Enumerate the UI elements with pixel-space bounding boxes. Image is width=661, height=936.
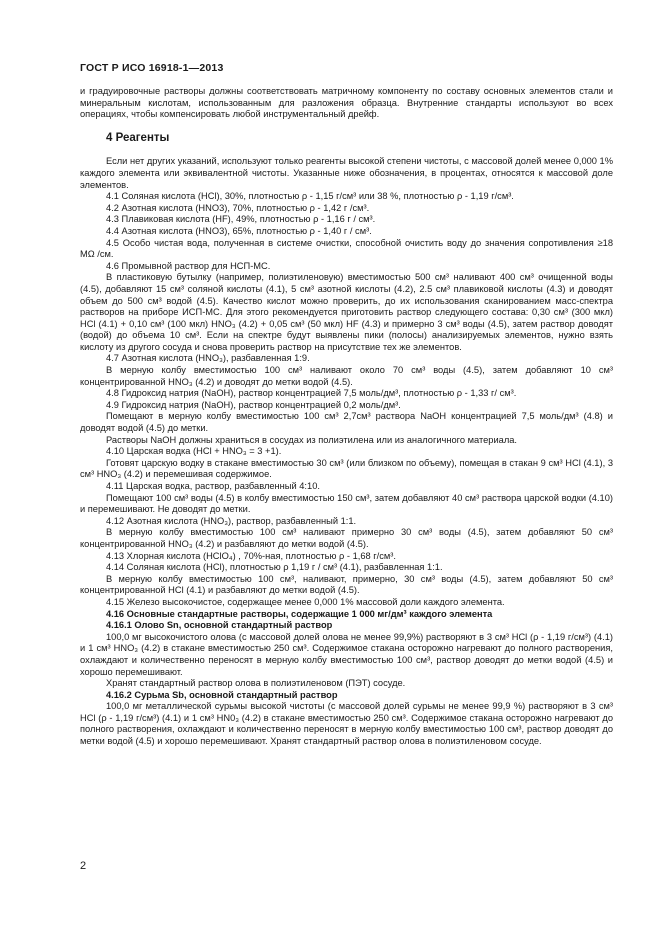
paragraph: 4.9 Гидроксид натрия (NaOH), раствор концентрацией 0,2 моль/дм³. [106,399,401,410]
paragraph: 4.11 Царская водка, раствор, разбавленный 4:10. [106,481,320,491]
paragraph: Помещают 100 см³ воды (4.5) в колбу вместимостью 150 см³, затем добавляют 40 см³ раствора царской водки (4.10) и перемешивают. Не доводят до метки. [80,492,613,515]
paragraph: 4.3 Плавиковая кислота (HF), 49%, плотностью ρ - 1,16 г / см³. [106,214,376,225]
paragraph: Помещают в мерную колбу вместимостью 100 см³ 2,7см³ раствора NaOH концентрацией 7,5 моль/дм³ (4.8) и доводят водой (4.5) до метки. [80,411,613,434]
paragraph: 4.15 Железо высокочистое, содержащее менее 0,000 1% массовой доли каждого элемента. [106,596,505,607]
paragraph: 4.8 Гидроксид натрия (NaOH), раствор концентрацией 7,5 моль/дм³, плотностью ρ - 1,33 г/ см³. [106,388,517,399]
paragraph: Готовят царскую водку в стакане вместимостью 30 см³ (или близком по объему), помещая в стакан 9 см³ HCl (4.1), 3 см³ HNO₃ (4.2) и перемешивая содержимое. [80,457,613,480]
paragraph: 4.6 Промывной раствор для НСП-МС. [106,260,271,271]
page-number: 2 [80,860,87,872]
paragraph: В пластиковую бутылку (например, полиэтиленовую) вместимостью 500 см³ наливают 400 см³ очищенной воды (4.5), добавляют 15 см³ соляной кислоты (4.1), 5 см³ азотной кислоты (4.2), 2.5 см³ плавиковой кислоты (4.3) и доводят объем до 500 см³ водой (4.5). Качество кислот можно проверить, до их использования сканированием масс-спектра растворов на приборе ИСП-МС. Для этого рекомендуется приготовить раствор следующего состава: 0,30 см³ (300 мкл) HCl (4.1) + 0,10 см³ (100 мкл) HNO₃ (4.2) + 0,05 см³ (50 мкл) HF (4.3) и примерно 3 см³ воды (4.5), затем раствор доводят (водой) до объема 10 см³. Если на спектре будут выявлены пики (полосы) анализируемых элементов, нужно взять кислоту из другого сосуда и снова проверить раствор на присутствие тех же элементов. [80,272,613,352]
document-header: ГОСТ Р ИСО 16918-1—2013 [80,62,224,74]
paragraph: 4.7 Азотная кислота (HNO₃), разбавленная 1:9. [106,353,310,364]
subheading: 4.16.1 Олово Sn, основной стандартный раствор [106,620,333,631]
paragraph: 4.13 Хлорная кислота (HClO₄) , 70%-ная, плотностью ρ - 1,68 г/см³. [106,550,396,561]
paragraph: Растворы NaOH должны храниться в сосудах из полиэтилена или из аналогичного материала. [106,434,518,445]
paragraph: В мерную колбу вместимостью 100 см³, наливают, примерно, 30 см³ воды (4.5), затем добавляют 50 см³ концентрированной HCl (4.1) и разбавляют до метки водой (4.5). [80,573,613,596]
paragraph: 4.12 Азотная кислота (HNO₃), раствор, разбавленный 1:1. [106,515,357,526]
paragraph: Хранят стандартный раствор олова в полиэтиленовом (ПЭТ) сосуде. [106,678,406,689]
paragraph: В мерную колбу вместимостью 100 см³ наливают около 70 см³ воды (4.5), затем добавляют 10 см³ концентрированной HNO₃ (4.2) и доводят до метки водой (4.5). [80,365,613,387]
paragraph: 100,0 мг высокочистого олова (с массовой долей олова не менее 99,9%) растворяют в 3 см³ HCl (ρ - 1,19 г/см³) (4.1) и 1 см³ HNO₃ (4.2) в стакане вместимостью 250 см³. Содержимое стакана осторожно нагревают до полного растворения, охлаждают и количественно переносят в мерную колбу вместимостью 100 см³, раствор доводят до метки водой (4.5) и хорошо перемешивают. [80,631,613,677]
section-title: 4 Реагенты [106,131,170,144]
paragraph: 4.14 Соляная кислота (HCl), плотностью ρ 1,19 г / см³ (4.1), разбавленная 1:1. [106,562,443,573]
subheading: 4.16 Основные стандартные растворы, содержащие 1 000 мг/дм³ каждого элемента [106,608,493,619]
document-body [80,86,613,748]
reagents-list [80,156,613,747]
paragraph: Если нет других указаний, используют только реагенты высокой степени чистоты, с массовой долей менее 0,000 1% каждого элемента или эквивалентной чистоты. Указанные ниже обозначения, в процентах, относятся к массовой доле элементов. [80,156,613,190]
intro-paragraph: и градуировочные растворы должны соответствовать матричному компоненту по составу основных элементов стали и минеральным кислотам, использованным для разложения образца. Внутренние стандарты используют во всех операциях, чтобы компенсировать любой инструментальный дрейф. [80,86,613,120]
paragraph: 4.10 Царская водка (HCl + HNO₃ = 3 +1). [106,446,282,457]
subheading: 4.16.2 Сурьма Sb, основной стандартный раствор [106,689,338,700]
paragraph: 4.4 Азотная кислота (HNO3), 65%, плотностью ρ - 1,40 г / см³. [106,225,372,236]
paragraph: 4.2 Азотная кислота (HNO3), 70%, плотностью ρ - 1,42 г /см³. [106,202,370,213]
paragraph: В мерную колбу вместимостью 100 см³ наливают примерно 30 см³ воды (4.5), затем добавляют 50 см³ концентрированной HNO₃ (4.2) и разбавляют до метки водой (4.5). [80,527,613,549]
paragraph: 4.5 Особо чистая вода, полученная в системе очистки, способной очистить воду до значения сопротивления ≥18 MΩ /см. [80,237,613,260]
paragraph: 4.1 Соляная кислота (HCl), 30%, плотностью ρ - 1,15 г/см³ или 38 %, плотностью ρ - 1,19 г/см³. [106,191,514,202]
paragraph: 100,0 мг металлической сурьмы высокой чистоты (с массовой долей сурьмы не менее 99,9 %) растворяют в 3 см³ HCl (ρ - 1,19 г/см³) (4.1) и 1 см³ HN0₃ (4.2) в стакане вместимостью 250 см³. Содержимое стакана осторожно нагревают до полного растворения, охлаждают и количественно переносят в мерную колбу вместимостью 100 см³, раствор доводят до метки водой (4.5) и хорошо перемешивают. Хранят стандартный раствор олова в полиэтиленовом сосуде. [80,701,613,747]
